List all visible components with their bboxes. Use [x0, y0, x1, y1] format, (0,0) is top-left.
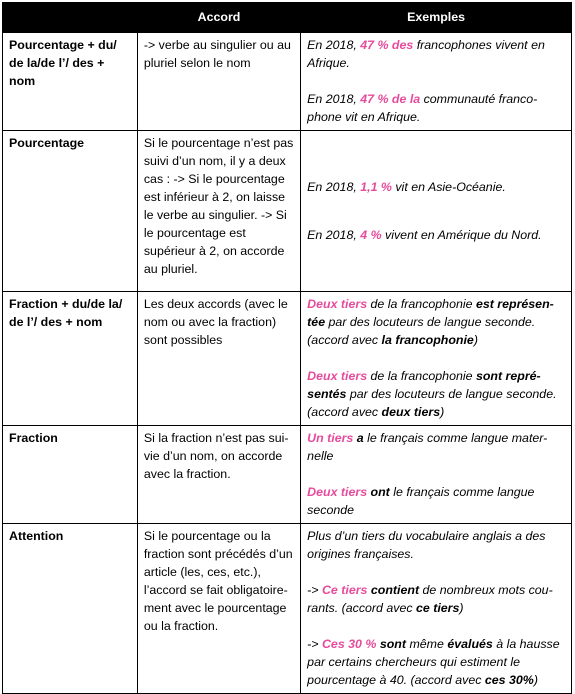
table-row: [3, 131, 572, 292]
row-examples: [301, 524, 572, 694]
example-1: Un tiers a le français comme langue mater-nelle: [307, 431, 548, 463]
grammar-table: [2, 2, 572, 694]
row-examples: [301, 292, 572, 426]
example-2: Deux tiers ont le français comme langue seconde: [307, 485, 535, 517]
header-row: [3, 3, 572, 33]
example-2: -> Ces 30 % sont même évalués à la hausse par certains chercheurs qui estiment le pourcentage à 40. (accord avec ces 30%): [307, 637, 560, 687]
table-row: [3, 32, 572, 131]
example-1: -> Ce tiers contient de nombreux mots cou-rants. (accord avec ce tiers): [307, 583, 553, 615]
example-2: En 2018, 47 % de la communauté franco-phone vit en Afrique.: [307, 92, 538, 124]
row-accord: Si le pourcentage n’est pas suivi d’un nom, il y a deux cas : -> Si le pourcentage est inférieur à 2, on laisse le verbe au singulier. -> Si le pourcentage est supérieur à 2, on accorde au pluriel.: [137, 131, 300, 292]
example-2: En 2018, 4 % vivent en Amérique du Nord.: [307, 227, 542, 242]
table-row: [3, 426, 572, 524]
row-label: Pourcentage: [3, 131, 138, 292]
row-label: Attention: [3, 524, 138, 694]
header-blank: [3, 3, 138, 33]
example-1: Deux tiers de la francophonie est représen-tée par des locuteurs de langue seconde. (accord avec la francophonie): [307, 297, 554, 347]
header-exemples: Exemples: [301, 3, 572, 33]
row-label: Pourcentage + du/ de la/de l’/ des + nom: [3, 32, 138, 131]
header-accord: Accord: [137, 3, 300, 33]
row-examples: [301, 131, 572, 292]
table-row: [3, 292, 572, 426]
example-1: En 2018, 1,1 % vit en Asie-Océanie.: [307, 179, 506, 194]
row-examples: [301, 32, 572, 131]
row-label: Fraction + du/de la/ de l’/ des + nom: [3, 292, 138, 426]
table-row: [3, 524, 572, 694]
row-examples: [301, 426, 572, 524]
row-accord: Les deux accords (avec le nom ou avec la fraction) sont possibles: [137, 292, 300, 426]
row-label: Fraction: [3, 426, 138, 524]
row-accord: Si la fraction n’est pas sui-vie d’un nom, on accorde avec la fraction.: [137, 426, 300, 524]
example-1: En 2018, 47 % des francophones vivent en Afrique.: [307, 38, 545, 70]
row-accord: Si le pourcentage ou la fraction sont précédés d’un article (les, ces, etc.), l’accord se fait obligatoire-ment avec le pourcentage ou la fraction.: [137, 524, 300, 694]
row-accord: -> verbe au singulier ou au pluriel selon le nom: [137, 32, 300, 131]
example-2: Deux tiers de la francophonie sont repré-sentés par des locuteurs de langue seconde. (accord avec deux tiers): [307, 369, 557, 419]
example-intro: Plus d’un tiers du vocabulaire anglais a des origines françaises.: [307, 529, 546, 561]
